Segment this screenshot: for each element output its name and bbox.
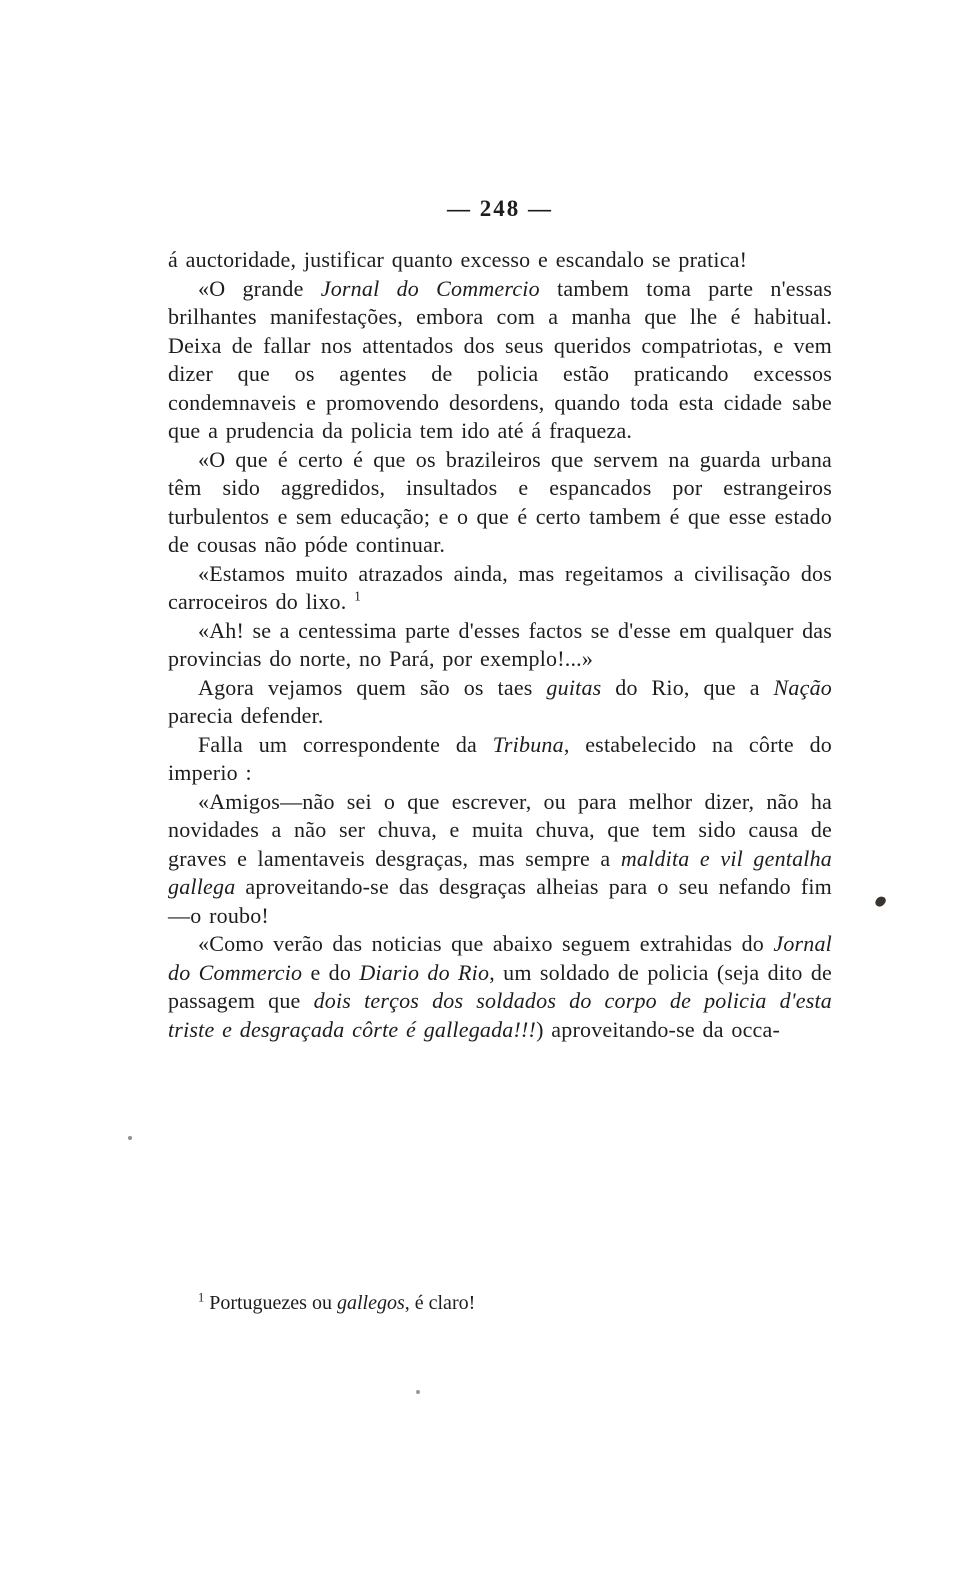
body-text: parecia defender.: [168, 703, 324, 728]
ink-speck: [128, 1136, 132, 1140]
paragraph: [168, 674, 832, 731]
body-text: ) aproveitando-se da occa-: [536, 1016, 780, 1042]
body-text: do Rio, que a: [601, 674, 774, 700]
page-number: — 248 —: [447, 196, 553, 221]
body-text: , é claro!: [404, 1292, 476, 1314]
body-text: e do: [302, 959, 360, 985]
page-body-text: [168, 246, 832, 1044]
italic-text: gallegos: [336, 1292, 405, 1314]
body-text: Portuguezes ou: [204, 1292, 337, 1314]
body-text: «Amigos—não sei o que escrever, ou para melhor dizer, não ha novidades a não ser chuva, e muita chuva, que tem sido causa de graves e lamentaveis desgraças, mas sempre a: [168, 788, 832, 871]
paragraph: [168, 731, 832, 788]
italic-text: Diario do Rio: [359, 959, 490, 985]
body-text: , estabelecido na côrte do imperio :: [168, 731, 833, 785]
ink-speck: [416, 1390, 420, 1394]
paragraph: [168, 788, 832, 931]
italic-text: Tribuna: [492, 731, 564, 757]
paragraph: [168, 617, 832, 674]
paragraph: [168, 446, 832, 560]
italic-text: Jornal do Commercio: [168, 931, 832, 985]
body-text: «Estamos muito atrazados ainda, mas regeitamos a civilisação dos carroceiros do lixo.: [168, 560, 832, 614]
body-text: Agora vejamos quem são os taes: [198, 674, 547, 700]
body-text: «O grande: [198, 275, 321, 301]
paragraph: [168, 930, 832, 1044]
body-text: Falla um correspondente da: [198, 731, 493, 757]
footnote: [198, 1290, 832, 1316]
italic-text: Jornal do Commercio: [320, 275, 540, 301]
italic-text: Nação: [773, 674, 832, 700]
paragraph: [168, 275, 832, 446]
italic-text: dois terços dos soldados do corpo de policia d'esta triste e desgraçada côrte é gallegada!!!: [168, 988, 832, 1042]
paragraph: [168, 246, 832, 275]
ink-speck: [874, 894, 888, 908]
footnote-marker: 1: [198, 1290, 205, 1305]
body-text: á auctoridade, justificar quanto excesso e escandalo se pratica!: [168, 247, 748, 272]
paragraph: [168, 560, 832, 617]
footnote-marker: 1: [354, 588, 362, 604]
body-text: tambem toma parte n'essas brilhantes manifestações, embora com a manha que lhe é habitual. Deixa de fallar nos attentados dos seus queridos compatriotas, e vem dizer que os agentes de policia estão praticando excessos condemnaveis e promovendo desordens, quando toda esta cidade sabe que a prudencia da policia tem ido até á fraqueza.: [168, 275, 833, 443]
body-text: , um soldado de policia (seja dito de passagem que: [168, 959, 832, 1013]
body-text: «O que é certo é que os brazileiros que servem na guarda urbana têm sido aggredidos, insultados e espancados por estrangeiros turbulentos e sem educação; e o que é certo tambem é que esse estado de cousas não póde continuar.: [168, 446, 832, 557]
body-text: «Como verão das noticias que abaixo seguem extrahidas do: [198, 931, 774, 956]
body-text: «Ah! se a centessima parte d'esses factos se d'esse em qualquer das provincias do norte, no Pará, por exemplo!...»: [168, 617, 832, 671]
body-text: aproveitando-se das desgraças alheias para o seu nefando fim—o roubo!: [168, 874, 832, 928]
italic-text: guitas: [546, 674, 602, 700]
italic-text: maldita e vil gentalha gallega: [168, 845, 832, 899]
